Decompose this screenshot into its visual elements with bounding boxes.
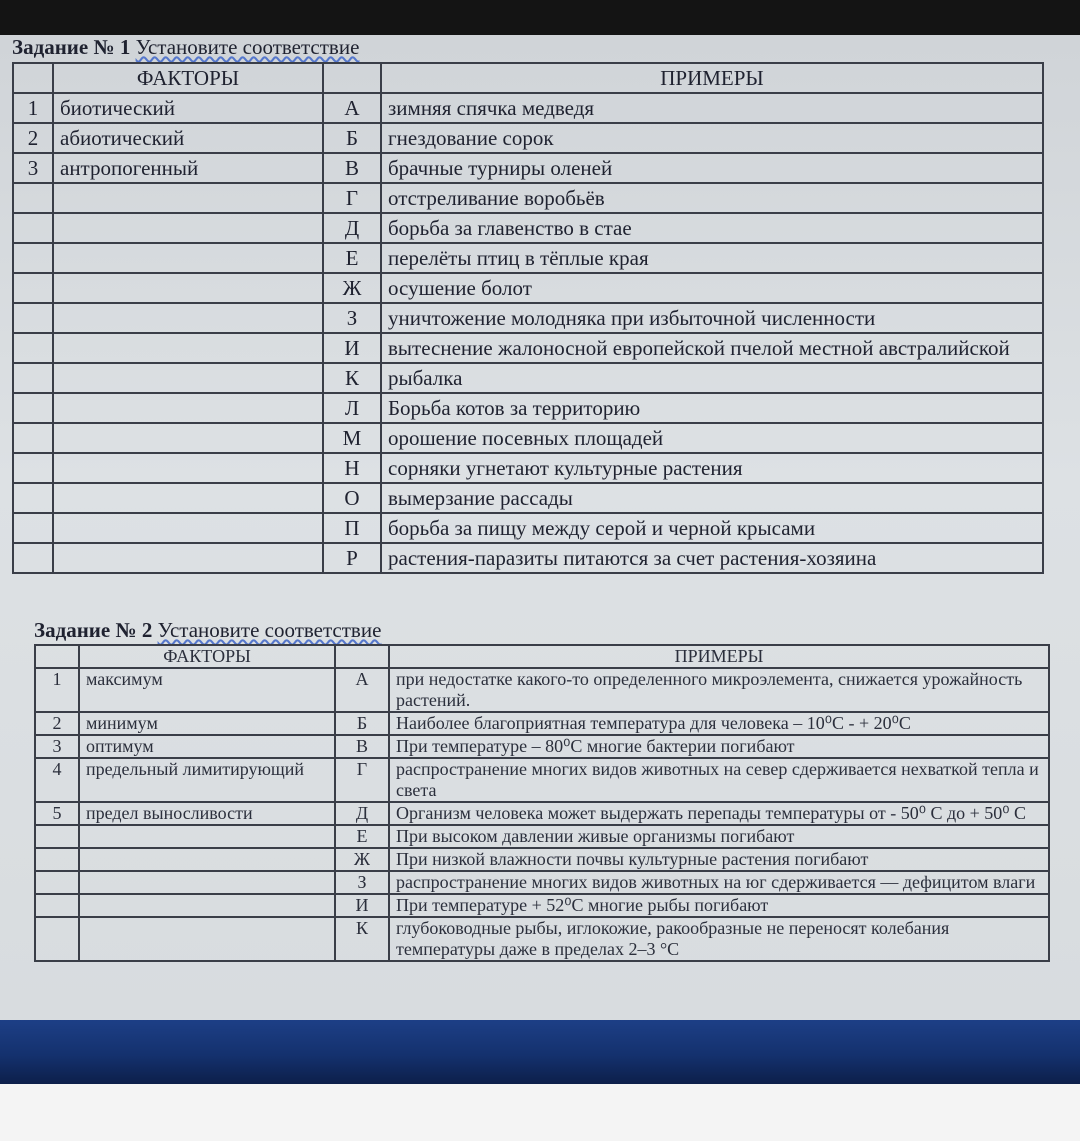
example-text: рыбалка xyxy=(381,363,1043,393)
header-blank xyxy=(335,645,389,668)
example-letter: А xyxy=(323,93,381,123)
example-text: уничтожение молодняка при избыточной численности xyxy=(381,303,1043,333)
factor-number xyxy=(35,917,79,961)
header-factors: ФАКТОРЫ xyxy=(53,63,323,93)
example-letter: Г xyxy=(335,758,389,802)
factor-name: предел выносливости xyxy=(79,802,335,825)
monitor-bezel xyxy=(0,1020,1080,1084)
factor-name xyxy=(53,483,323,513)
example-letter: Л xyxy=(323,393,381,423)
factor-number xyxy=(13,273,53,303)
example-text: брачные турниры оленей xyxy=(381,153,1043,183)
header-blank xyxy=(323,63,381,93)
example-letter: Н xyxy=(323,453,381,483)
factor-name xyxy=(53,393,323,423)
factor-number xyxy=(13,513,53,543)
document-photo xyxy=(0,35,1080,1020)
factor-name xyxy=(53,423,323,453)
example-text: При высоком давлении живые организмы погибают xyxy=(389,825,1049,848)
example-text: Наиболее благоприятная температура для человека – 10⁰С - + 20⁰С xyxy=(389,712,1049,735)
factor-name xyxy=(79,825,335,848)
task2-table xyxy=(34,644,1050,962)
table-row xyxy=(35,848,1049,871)
example-letter: К xyxy=(335,917,389,961)
table-row xyxy=(13,153,1043,183)
factor-number xyxy=(13,453,53,483)
factor-number: 4 xyxy=(35,758,79,802)
example-text: вытеснение жалоносной европейской пчелой местной австралийской xyxy=(381,333,1043,363)
task1-title xyxy=(12,35,359,60)
factor-number xyxy=(13,213,53,243)
factor-number xyxy=(13,243,53,273)
table-row xyxy=(13,393,1043,423)
table-row xyxy=(35,712,1049,735)
factor-number: 2 xyxy=(35,712,79,735)
example-text: распространение многих видов животных на юг сдерживается — дефицитом влаги xyxy=(389,871,1049,894)
example-text: сорняки угнетают культурные растения xyxy=(381,453,1043,483)
table-row xyxy=(13,363,1043,393)
example-letter: А xyxy=(335,668,389,712)
example-text: распространение многих видов животных на север сдерживается нехваткой тепла и света xyxy=(389,758,1049,802)
factor-name xyxy=(53,243,323,273)
factor-name xyxy=(79,871,335,894)
factor-name xyxy=(53,183,323,213)
factor-name xyxy=(53,453,323,483)
factor-number: 5 xyxy=(35,802,79,825)
header-blank xyxy=(13,63,53,93)
factor-number xyxy=(13,543,53,573)
table-row xyxy=(13,123,1043,153)
example-letter: Е xyxy=(323,243,381,273)
factor-name: минимум xyxy=(79,712,335,735)
header-factors: ФАКТОРЫ xyxy=(79,645,335,668)
factor-number: 3 xyxy=(13,153,53,183)
factor-number: 2 xyxy=(13,123,53,153)
example-letter: Ж xyxy=(335,848,389,871)
example-text: При низкой влажности почвы культурные растения погибают xyxy=(389,848,1049,871)
task2-header-row xyxy=(35,645,1049,668)
example-text: зимняя спячка медведя xyxy=(381,93,1043,123)
factor-number: 1 xyxy=(13,93,53,123)
example-text: При температуре – 80⁰С многие бактерии погибают xyxy=(389,735,1049,758)
factor-number xyxy=(13,483,53,513)
table-row xyxy=(35,825,1049,848)
factor-name xyxy=(53,303,323,333)
example-text: Организм человека может выдержать перепады температуры от - 50⁰ С до + 50⁰ С xyxy=(389,802,1049,825)
factor-name xyxy=(53,213,323,243)
task1-instruction: Установите соответствие xyxy=(135,35,360,59)
factor-number xyxy=(13,303,53,333)
example-letter: О xyxy=(323,483,381,513)
factor-number xyxy=(13,183,53,213)
example-letter: Б xyxy=(335,712,389,735)
header-examples: ПРИМЕРЫ xyxy=(389,645,1049,668)
task2-instruction: Установите соответствие xyxy=(157,618,382,642)
factor-name xyxy=(53,543,323,573)
example-text: отстреливание воробьёв xyxy=(381,183,1043,213)
example-text: осушение болот xyxy=(381,273,1043,303)
table-row xyxy=(13,483,1043,513)
example-text: борьба за пищу между серой и черной крысами xyxy=(381,513,1043,543)
example-letter: Е xyxy=(335,825,389,848)
table-row xyxy=(13,273,1043,303)
table-row xyxy=(13,303,1043,333)
factor-name xyxy=(79,848,335,871)
table-row xyxy=(35,735,1049,758)
factor-name xyxy=(53,513,323,543)
factor-name xyxy=(53,333,323,363)
factor-number xyxy=(13,423,53,453)
factor-name: абиотический xyxy=(53,123,323,153)
table-row xyxy=(35,871,1049,894)
factor-number: 1 xyxy=(35,668,79,712)
factor-name: максимум xyxy=(79,668,335,712)
example-text: перелёты птиц в тёплые края xyxy=(381,243,1043,273)
example-letter: З xyxy=(323,303,381,333)
table-row xyxy=(13,213,1043,243)
table-row xyxy=(35,802,1049,825)
table-row xyxy=(13,243,1043,273)
factor-name: антропогенный xyxy=(53,153,323,183)
task1-table xyxy=(12,62,1044,574)
table-row xyxy=(13,333,1043,363)
table-row xyxy=(13,183,1043,213)
factor-name xyxy=(53,363,323,393)
factor-name: предельный лимитирующий xyxy=(79,758,335,802)
factor-name: оптимум xyxy=(79,735,335,758)
factor-number xyxy=(35,894,79,917)
table-row xyxy=(13,453,1043,483)
example-letter: Г xyxy=(323,183,381,213)
factor-number xyxy=(13,393,53,423)
example-text: вымерзание рассады xyxy=(381,483,1043,513)
factor-number: 3 xyxy=(35,735,79,758)
task2-title xyxy=(34,618,381,643)
example-text: гнездование сорок xyxy=(381,123,1043,153)
table-row xyxy=(35,894,1049,917)
example-letter: И xyxy=(335,894,389,917)
example-letter: П xyxy=(323,513,381,543)
table-row xyxy=(13,93,1043,123)
table-row xyxy=(13,423,1043,453)
example-text: Борьба котов за территорию xyxy=(381,393,1043,423)
example-text: глубоководные рыбы, иглокожие, ракообразные не переносят колебания температуры даже в пределах 2–3 °С xyxy=(389,917,1049,961)
example-text: борьба за главенство в стае xyxy=(381,213,1043,243)
example-letter: В xyxy=(323,153,381,183)
example-text: растения-паразиты питаются за счет растения-хозяина xyxy=(381,543,1043,573)
example-letter: Д xyxy=(323,213,381,243)
table-row xyxy=(35,917,1049,961)
table-row xyxy=(13,543,1043,573)
example-letter: В xyxy=(335,735,389,758)
example-text: при недостатке какого-то определенного микроэлемента, снижается урожайность растений. xyxy=(389,668,1049,712)
example-letter: М xyxy=(323,423,381,453)
example-text: орошение посевных площадей xyxy=(381,423,1043,453)
example-letter: К xyxy=(323,363,381,393)
task1-number: Задание № 1 xyxy=(12,35,131,59)
task1-header-row xyxy=(13,63,1043,93)
factor-number xyxy=(35,848,79,871)
example-letter: Р xyxy=(323,543,381,573)
example-letter: Б xyxy=(323,123,381,153)
factor-name: биотический xyxy=(53,93,323,123)
table-row xyxy=(13,513,1043,543)
task2-number: Задание № 2 xyxy=(34,618,153,642)
example-letter: Д xyxy=(335,802,389,825)
factor-name xyxy=(53,273,323,303)
factor-number xyxy=(35,871,79,894)
factor-name xyxy=(79,917,335,961)
factor-number xyxy=(35,825,79,848)
header-examples: ПРИМЕРЫ xyxy=(381,63,1043,93)
factor-number xyxy=(13,363,53,393)
factor-name xyxy=(79,894,335,917)
factor-number xyxy=(13,333,53,363)
table-row xyxy=(35,758,1049,802)
example-text: При температуре + 52⁰С многие рыбы погибают xyxy=(389,894,1049,917)
example-letter: Ж xyxy=(323,273,381,303)
viewer-bottom-bar xyxy=(0,1084,1080,1141)
example-letter: З xyxy=(335,871,389,894)
example-letter: И xyxy=(323,333,381,363)
table-row xyxy=(35,668,1049,712)
header-blank xyxy=(35,645,79,668)
